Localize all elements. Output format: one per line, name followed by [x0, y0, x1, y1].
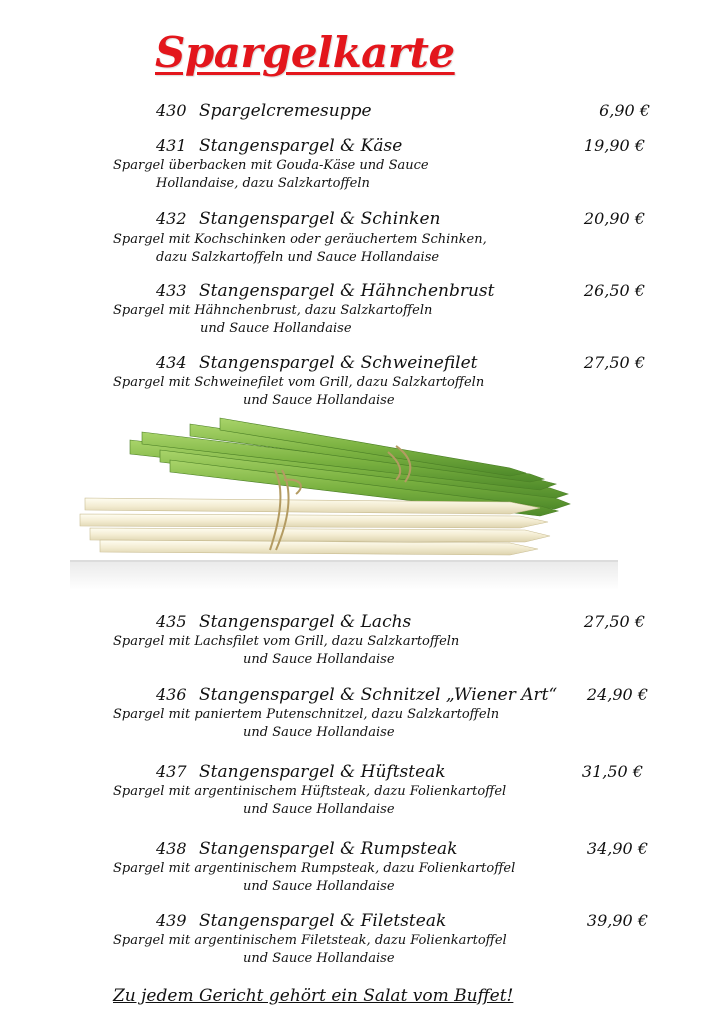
- item-number: 437: [156, 762, 187, 781]
- item-price: 6,90 €: [599, 101, 650, 120]
- item-price: 31,50 €: [581, 762, 643, 781]
- item-name: Stangenspargel & Hähnchenbrust: [199, 281, 495, 301]
- item-price: 19,90 €: [583, 136, 645, 155]
- menu-item-430: [0, 100, 723, 122]
- item-number: 430: [156, 101, 187, 120]
- menu-item-435: [0, 611, 723, 667]
- item-description-2: und Sauce Hollandaise: [243, 802, 395, 817]
- item-name: Stangenspargel & Schnitzel „Wiener Art“: [199, 685, 558, 705]
- item-description-2: und Sauce Hollandaise: [243, 652, 395, 667]
- menu-item-434: [0, 352, 723, 408]
- item-name: Stangenspargel & Lachs: [199, 612, 412, 632]
- menu-item-436: [0, 684, 723, 740]
- item-number: 431: [156, 136, 187, 155]
- item-description: Spargel mit Schweinefilet vom Grill, dazu Salzkartoffeln: [113, 375, 485, 390]
- item-number: 436: [156, 685, 187, 704]
- asparagus-photo: [70, 410, 618, 610]
- item-name: Spargelcremesuppe: [199, 101, 372, 121]
- item-price: 26,50 €: [583, 281, 645, 300]
- menu-item-431: [0, 135, 723, 191]
- item-description-2: und Sauce Hollandaise: [243, 725, 395, 740]
- item-description: Spargel mit paniertem Putenschnitzel, dazu Salzkartoffeln: [113, 707, 500, 722]
- item-description-2: und Sauce Hollandaise: [243, 393, 395, 408]
- item-description: Spargel mit argentinischem Rumpsteak, dazu Folienkartoffel: [113, 861, 516, 876]
- item-number: 432: [156, 209, 187, 228]
- item-description: Spargel mit argentinischem Filetsteak, dazu Folienkartoffel: [113, 933, 507, 948]
- item-number: 434: [156, 353, 187, 372]
- item-description: Spargel mit Lachsfilet vom Grill, dazu Salzkartoffeln: [113, 634, 460, 649]
- item-description-2: dazu Salzkartoffeln und Sauce Hollandaise: [156, 250, 440, 265]
- menu-item-438: [0, 838, 723, 894]
- item-description: Spargel mit Hähnchenbrust, dazu Salzkartoffeln: [113, 303, 433, 318]
- item-price: 20,90 €: [583, 209, 645, 228]
- item-number: 435: [156, 612, 187, 631]
- item-name: Stangenspargel & Käse: [199, 136, 403, 156]
- item-price: 24,90 €: [586, 685, 648, 704]
- menu-item-439: [0, 910, 723, 966]
- salad-buffet-note: Zu jedem Gericht gehört ein Salat vom Buffet!: [113, 986, 514, 1006]
- item-name: Stangenspargel & Schweinefilet: [199, 353, 478, 373]
- item-description: Spargel mit argentinischem Hüftsteak, dazu Folienkartoffel: [113, 784, 507, 799]
- page-title: Spargelkarte: [155, 28, 455, 77]
- item-description-2: Hollandaise, dazu Salzkartoffeln: [156, 176, 370, 191]
- item-number: 433: [156, 281, 187, 300]
- item-name: Stangenspargel & Filetsteak: [199, 911, 447, 931]
- item-description-2: und Sauce Hollandaise: [243, 879, 395, 894]
- item-price: 39,90 €: [586, 911, 648, 930]
- item-number: 438: [156, 839, 187, 858]
- item-price: 27,50 €: [583, 353, 645, 372]
- menu-item-437: [0, 761, 723, 817]
- menu-item-433: [0, 280, 723, 336]
- menu-item-432: [0, 208, 723, 265]
- item-description: Spargel überbacken mit Gouda-Käse und Sauce: [113, 158, 429, 173]
- item-price: 34,90 €: [586, 839, 648, 858]
- item-name: Stangenspargel & Hüftsteak: [199, 762, 446, 782]
- item-name: Stangenspargel & Schinken: [199, 209, 441, 229]
- item-price: 27,50 €: [583, 612, 645, 631]
- item-description-2: und Sauce Hollandaise: [243, 951, 395, 966]
- item-name: Stangenspargel & Rumpsteak: [199, 839, 458, 859]
- item-description: Spargel mit Kochschinken oder geräuchertem Schinken,: [113, 232, 487, 247]
- item-number: 439: [156, 911, 187, 930]
- item-description-2: und Sauce Hollandaise: [200, 321, 352, 336]
